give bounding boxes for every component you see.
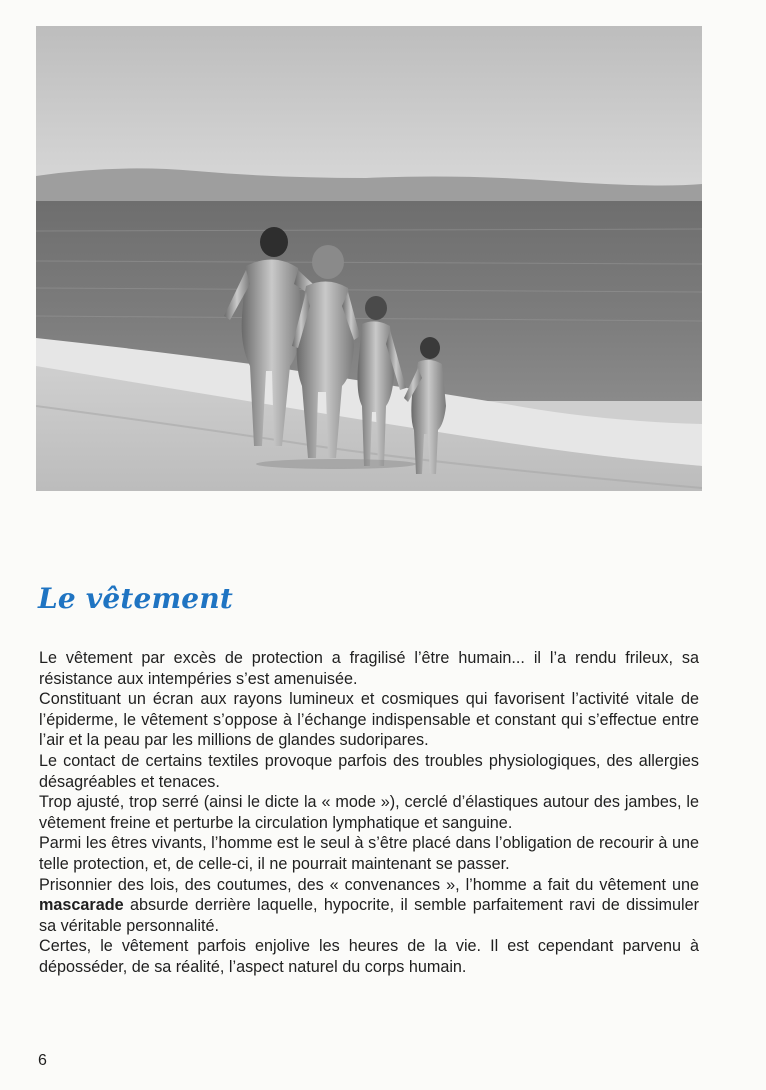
paragraph [39,875,699,937]
paragraph-text: absurde derrière laquelle, hypocrite, il semble parfaitement ravi de dissimuler sa véritable personnalité. [39,896,699,935]
paragraph: Parmi les êtres vivants, l’homme est le seul à s’être placé dans l’obligation de recourir à une telle protection, et, de celle-ci, il ne pourrait maintenant se passer. [39,834,699,873]
paragraph: Constituant un écran aux rayons lumineux et cosmiques qui favorisent l’activité vitale de l’épiderme, le vêtement s’oppose à l’échange indispensable et constant qui s’effectue entre l’air et la peau par les millions de glandes sudoripares. [39,690,699,750]
article-body [39,648,699,978]
page-title: Le vêtement [38,582,234,615]
paragraph: Le vêtement par excès de protection a fragilisé l’être humain... il l’a rendu frileux, sa résistance aux intempéries s’est amenuisée. [39,649,699,688]
beach-family-icon [36,26,702,491]
page-number: 6 [38,1052,47,1069]
paragraph: Trop ajusté, trop serré (ainsi le dicte la « mode »), cerclé d’élastiques autour des jambes, le vêtement freine et perturbe la circulation lymphatique et sanguine. [39,793,699,832]
beach-photo [36,26,702,491]
emphasis-mascarade: mascarade [39,896,124,915]
paragraph: Le contact de certains textiles provoque parfois des troubles physiologiques, des allergies désagréables et tenaces. [39,751,699,791]
paragraph: Certes, le vêtement parfois enjolive les heures de la vie. Il est cependant parvenu à déposséder, de sa réalité, l’aspect naturel du corps humain. [39,937,699,976]
paragraph-text: Prisonnier des lois, des coutumes, des « convenances », l’homme a fait du vêtement une [39,875,699,894]
